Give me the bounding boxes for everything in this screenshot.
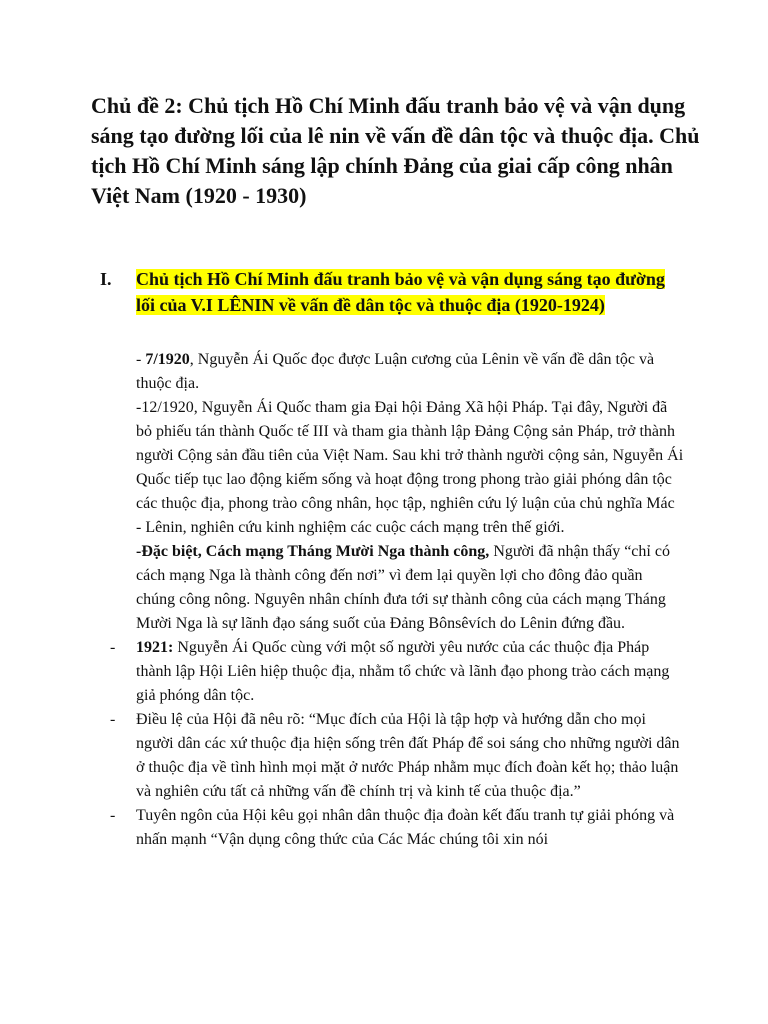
paragraph-3-text: Người đã nhận thấy “chỉ có cách mạng Nga là thành công đến nơi” vì đem lại quyền lợi cho đông đảo quần chúng công nông. Nguyên nhân chính đưa tới sự thành công của cách mạng Tháng Mười Nga là sự lãnh đạo sáng suốt của Đảng Bônsêvích do Lênin đứng đầu. bbox=[136, 543, 670, 632]
bullet-item-3 bbox=[110, 804, 684, 852]
section-number: I. bbox=[100, 269, 112, 289]
paragraph-2: -12/1920, Nguyễn Ái Quốc tham gia Đại hội Đảng Xã hội Pháp. Tại đây, Người đã bỏ phiếu tán thành Quốc tế III và tham gia thành lập Đảng Cộng sản Pháp, trở thành người Cộng sản đầu tiên của Việt Nam. Sau khi trở thành người cộng sản, Nguyễn Ái Quốc tiếp tục lao động kiếm sống và hoạt động trong phong trào giải phóng dân tộc các thuộc địa, phong trào công nhân, học tập, nghiên cứu lý luận của chủ nghĩa Mác - Lênin, nghiên cứu kinh nghiệm các cuộc cách mạng trên thế giới. bbox=[136, 399, 684, 536]
document-body bbox=[110, 348, 684, 852]
bullet-dash: - bbox=[110, 711, 116, 728]
bullet-1-date: 1921: bbox=[136, 639, 174, 656]
paragraph-1-date: 7/1920 bbox=[145, 351, 190, 368]
bullet-dash: - bbox=[110, 639, 116, 656]
bullet-item-1 bbox=[110, 636, 684, 708]
bullet-3-text: Tuyên ngôn của Hội kêu gọi nhân dân thuộc địa đoàn kết đấu tranh tự giải phóng và nhấn mạnh “Vận dụng công thức của Các Mác chúng tôi xin nói bbox=[136, 807, 675, 848]
section-heading-highlight: Chủ tịch Hồ Chí Minh đấu tranh bảo vệ và vận dụng sáng tạo đường lối của V.I LÊNIN về vấn đề dân tộc và thuộc địa (1920-1924) bbox=[136, 269, 665, 315]
bullet-1-text: Nguyễn Ái Quốc cùng với một số người yêu nước của các thuộc địa Pháp thành lập Hội Liên hiệp thuộc địa, nhằm tổ chức và lãnh đạo phong trào cách mạng giả phóng dân tộc. bbox=[136, 639, 670, 704]
paragraph-3 bbox=[136, 540, 684, 636]
paragraph-1-text: , Nguyễn Ái Quốc đọc được Luận cương của Lênin về vấn đề dân tộc và thuộc địa. bbox=[136, 351, 655, 392]
bullet-2-text: Điều lệ của Hội đã nêu rõ: “Mục đích của Hội là tập hợp và hướng dẫn cho mọi người dân các xứ thuộc địa hiện sống trên đất Pháp để soi sáng cho những người dân ở thuộc địa về tình hình mọi mặt ở nước Pháp nhằm mục đích đoàn kết họ; thảo luận và nghiên cứu tất cả những vấn đề chính trị và kinh tế của thuộc địa.” bbox=[136, 711, 680, 800]
bullet-dash: - bbox=[110, 807, 116, 824]
section-heading bbox=[136, 266, 681, 318]
paragraph-1 bbox=[136, 348, 684, 396]
paragraph-3-bold: -Đặc biệt, Cách mạng Tháng Mười Nga thành công, bbox=[136, 543, 490, 560]
document-title: Chủ đề 2: Chủ tịch Hồ Chí Minh đấu tranh bảo vệ và vận dụng sáng tạo đường lối của lê nin về vấn đề dân tộc và thuộc địa. Chủ tịch Hồ Chí Minh sáng lập chính Đảng của giai cấp công nhân Việt Nam (1920 - 1930) bbox=[91, 93, 700, 208]
bullet-item-2 bbox=[110, 708, 684, 804]
paragraph-1-prefix: - bbox=[136, 351, 146, 368]
